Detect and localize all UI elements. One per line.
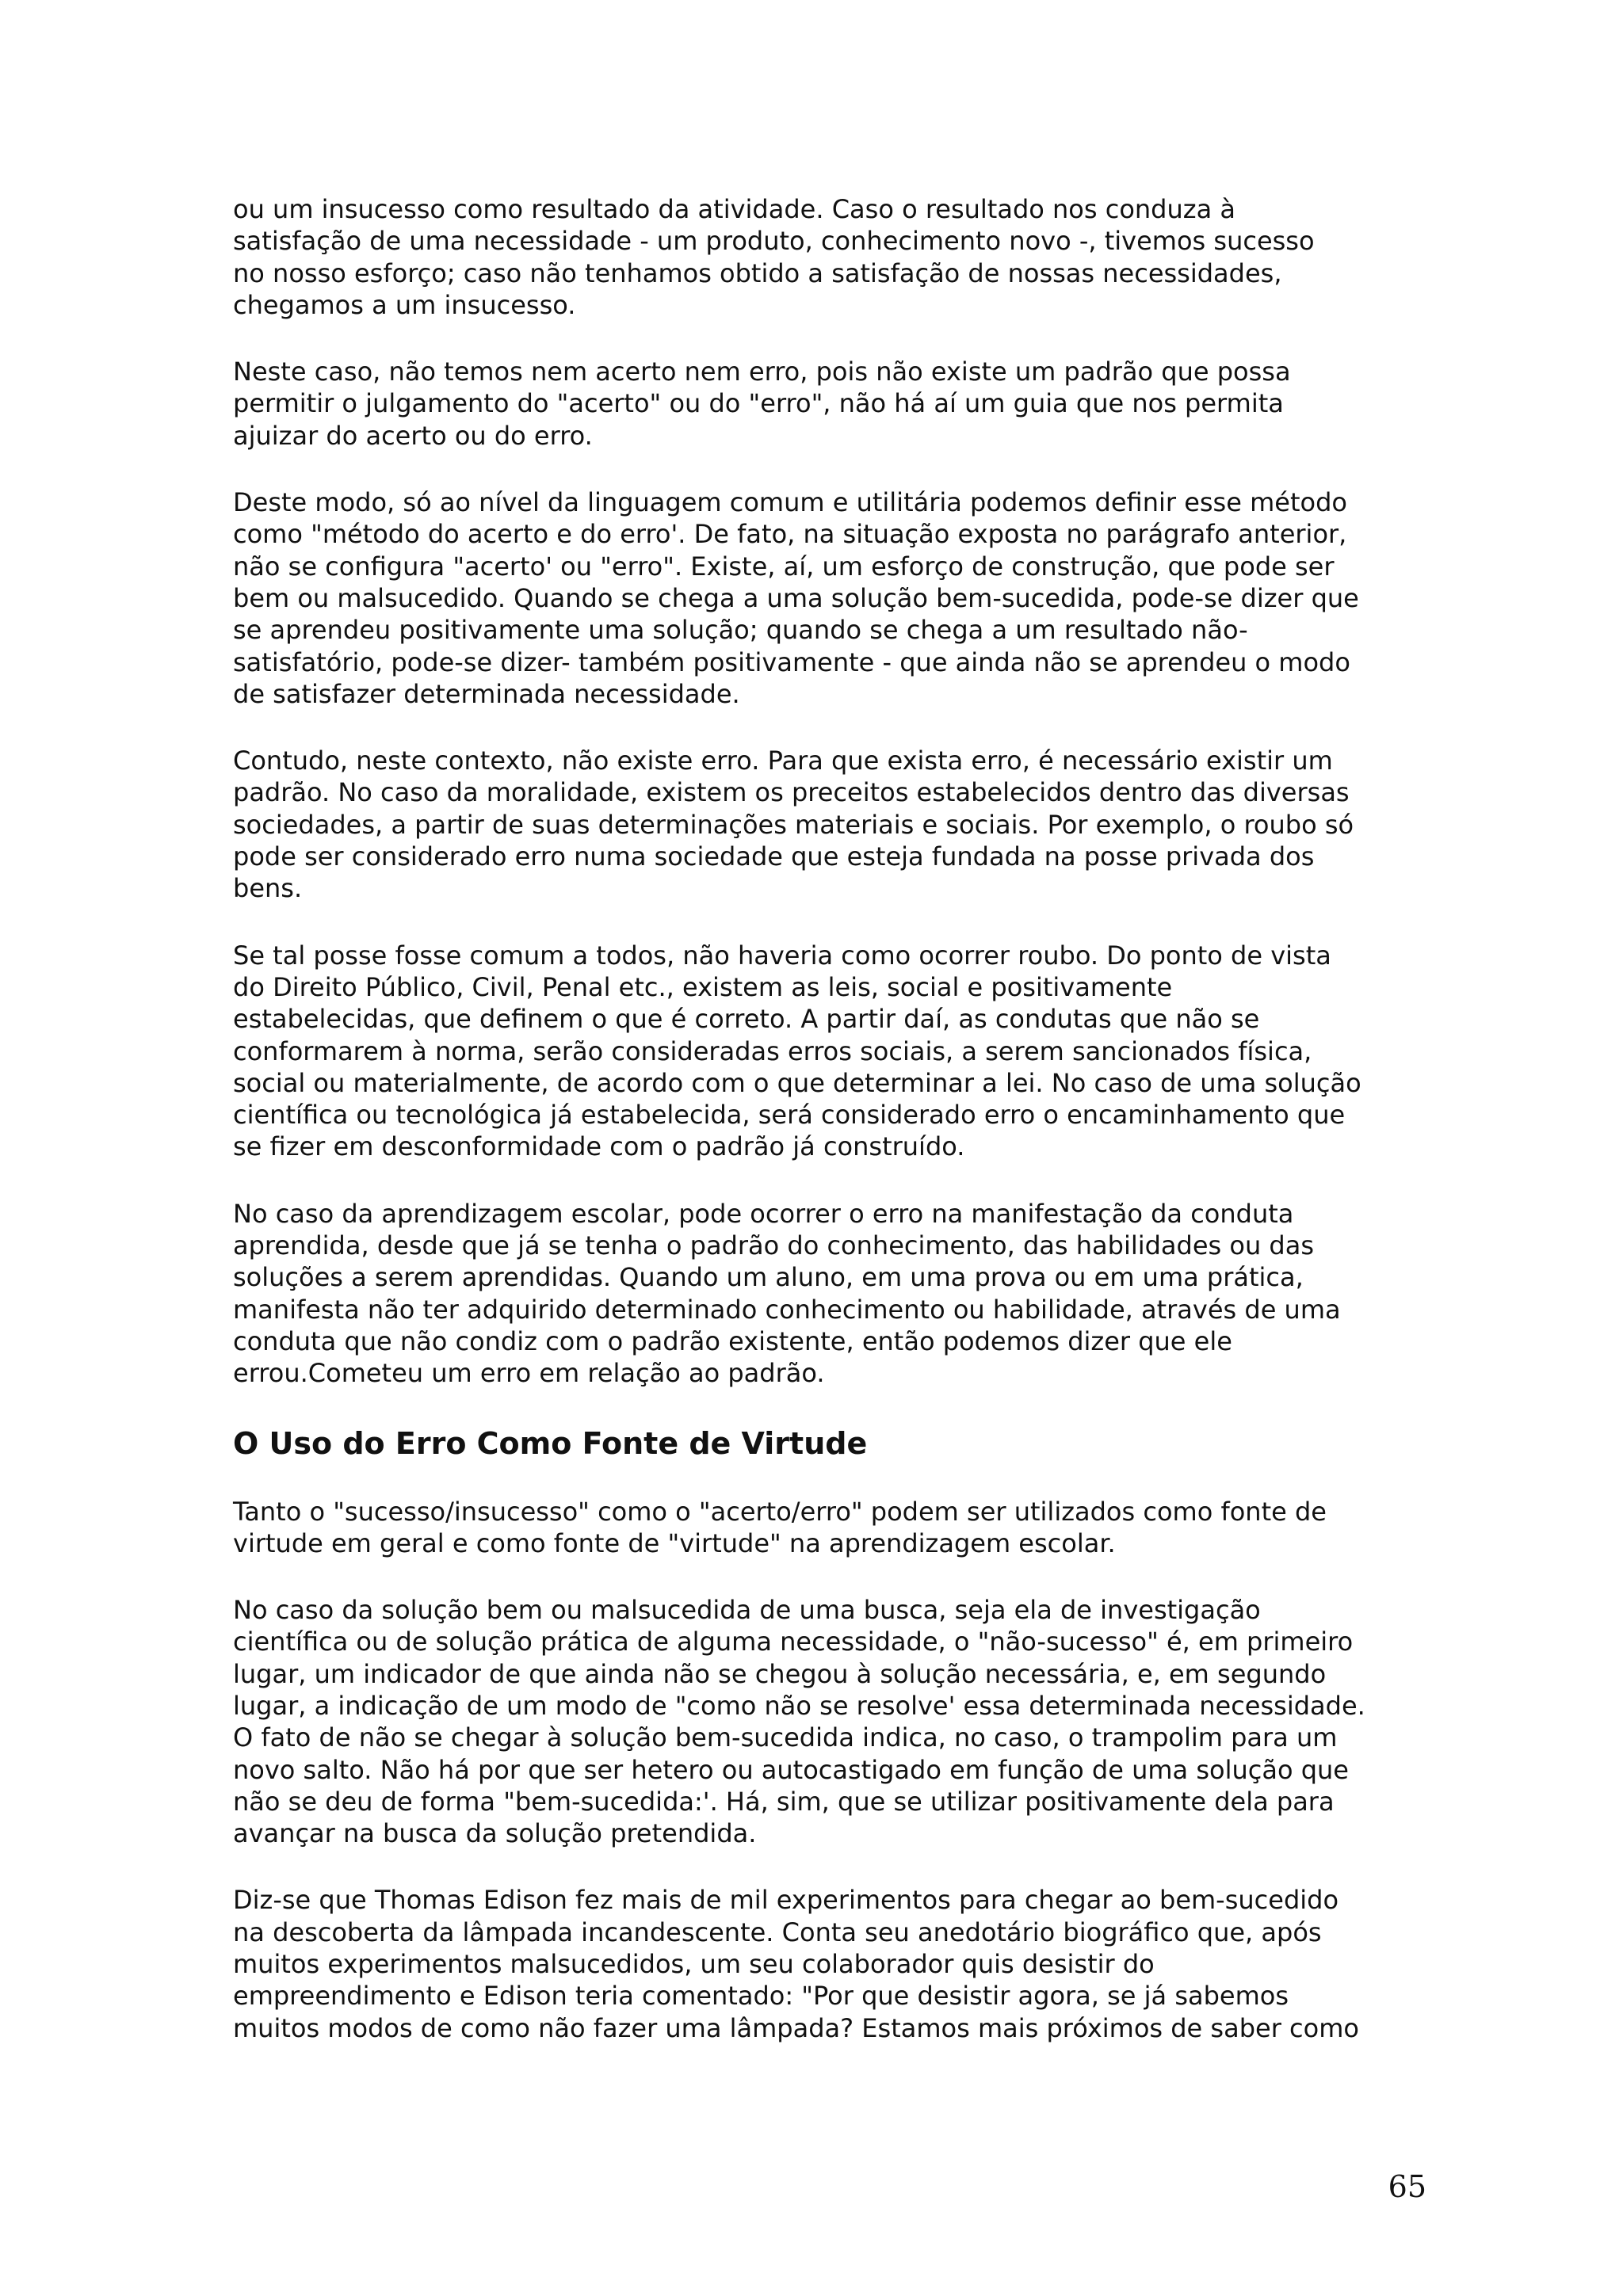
paragraph-contudo: Contudo, neste contexto, não existe erro. Para que exista erro, é necessário existir um padrão. No caso da moralidade, existem os preceitos estabelecidos dentro das diversas sociedades, a partir de suas determinações materiais e sociais. Por exemplo, o roubo só pode ser considerado erro numa sociedade que esteja fundada na posse privada dos bens. bbox=[233, 746, 1354, 904]
paragraph-solucao-busca: No caso da solução bem ou malsucedida de uma busca, seja ela de investigação científica ou de solução prática de alguma necessidade, o "não-sucesso" é, em primeiro lugar, um indicador de que ainda não se chegou à solução necessária, e, em segundo lugar, a indicação de um modo de "como não se resolve' essa determinada necessidade. O fato de não se chegar à solução bem-sucedida indica, no caso, o trampolim para um novo salto. Não há por que ser hetero ou autocastigado em função de uma solução que não se deu de forma "bem-sucedida:'. Há, sim, que se utilizar positivamente dela para avançar na busca da solução pretendida. bbox=[233, 1595, 1365, 1849]
paragraph-aprendizagem-escolar: No caso da aprendizagem escolar, pode ocorrer o erro na manifestação da conduta aprendida, desde que já se tenha o padrão do conhecimento, das habilidades ou das soluções a serem aprendidas. Quando um aluno, em uma prova ou em uma prática, manifesta não ter adquirido determinado conhecimento ou habilidade, através de uma conduta que não condiz com o padrão existente, então podemos dizer que ele errou.Cometeu um erro em relação ao padrão. bbox=[233, 1198, 1341, 1389]
page-body bbox=[233, 193, 1422, 2079]
page-number: 65 bbox=[1388, 2169, 1426, 2204]
paragraph-deste-modo: Deste modo, só ao nível da linguagem comum e utilitária podemos definir esse método como "método do acerto e do erro'. De fato, na situação exposta no parágrafo anterior, não se configura "acerto' ou "erro". Existe, aí, um esforço de construção, que pode ser bem ou malsucedido. Quando se chega a uma solução bem-sucedida, pode-se dizer que se aprendeu positivamente uma solução; quando se chega a um resultado não- satisfatório, pode-se dizer- também positivamente - que ainda não se aprendeu o modo de satisfazer determinada necessidade. bbox=[233, 487, 1359, 709]
paragraph-tanto-sucesso: Tanto o "sucesso/insucesso" como o "acerto/erro" podem ser utilizados como fonte de virtude em geral e como fonte de "virtude" na aprendizagem escolar. bbox=[233, 1496, 1327, 1558]
paragraph-se-tal-posse: Se tal posse fosse comum a todos, não haveria como ocorrer roubo. Do ponto de vista do Direito Público, Civil, Penal etc., existem as leis, social e positivamente estabelecidas, que definem o que é correto. A partir daí, as condutas que não se conformarem à norma, serão consideradas erros sociais, a serem sancionados física, social ou materialmente, de acordo com o que determinar a lei. No caso de uma solução científica ou tecnológica já estabelecida, será considerado erro o encaminhamento que se fizer em desconformidade com o padrão já construído. bbox=[233, 940, 1361, 1162]
paragraph-neste-caso: Neste caso, não temos nem acerto nem erro, pois não existe um padrão que possa permitir o julgamento do "acerto" ou do "erro", não há aí um guia que nos permita ajuizar do acerto ou do erro. bbox=[233, 357, 1291, 451]
paragraph-thomas-edison: Diz-se que Thomas Edison fez mais de mil experimentos para chegar ao bem-sucedido na descoberta da lâmpada incandescente. Conta seu anedotário biográfico que, após muitos experimentos malsucedidos, um seu colaborador quis desistir do empreendimento e Edison teria comentado: "Por que desistir agora, se já sabemos muitos modos de como não fazer uma lâmpada? Estamos mais próximos de saber como bbox=[233, 1885, 1359, 2043]
paragraph-insucesso: ou um insucesso como resultado da atividade. Caso o resultado nos conduza à satisfação de uma necessidade - um produto, conhecimento novo -, tivemos sucesso no nosso esforço; caso não tenhamos obtido a satisfação de nossas necessidades, chegamos a um insucesso. bbox=[233, 194, 1315, 320]
section-heading: O Uso do Erro Como Fonte de Virtude bbox=[233, 1425, 868, 1461]
